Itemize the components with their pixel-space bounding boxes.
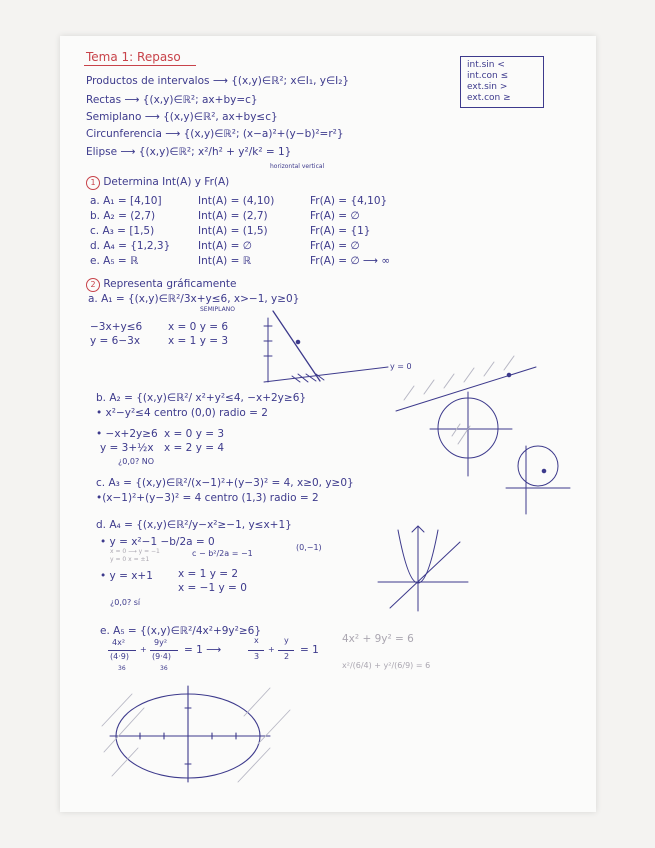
ex2a-table-row: x = 1 y = 3 bbox=[168, 335, 229, 347]
ex1-row-label: b. A₂ = (2,7) bbox=[90, 210, 156, 222]
ex2d-table-row: x = 1 y = 2 bbox=[178, 568, 239, 580]
ex2b-table-row: x = 0 y = 3 bbox=[164, 428, 225, 440]
ex2d-line1: • y = x²−1 −b/2a = 0 bbox=[100, 536, 215, 548]
ex2e-pencil-line1: 4x² + 9y² = 6 bbox=[342, 633, 414, 645]
ex2e-res2-num: y bbox=[284, 636, 289, 645]
graph-2d bbox=[378, 526, 468, 611]
hand-drawn-graphs bbox=[60, 36, 596, 812]
ex1-row-label: d. A₄ = {1,2,3} bbox=[90, 240, 171, 252]
graph-2e bbox=[102, 686, 290, 782]
ex2a-table-row: x = 0 y = 6 bbox=[168, 321, 229, 333]
exercise-number-2-icon: 2 bbox=[86, 278, 100, 292]
ex2a-eq2: y = 6−3x bbox=[90, 335, 141, 347]
ex2e-frac2-den: (9·4) bbox=[152, 652, 171, 661]
ex2e-definition: e. A₅ = {(x,y)∈ℝ²/4x²+9y²≥6} bbox=[100, 625, 262, 637]
ex2d-line4: • y = x+1 bbox=[100, 570, 153, 582]
ex2d-note-a: x = 0 ⟶ y = −1 bbox=[110, 548, 160, 555]
ex1-row-int: Int(A) = ℝ bbox=[198, 255, 252, 267]
definition-lines: Rectas ⟶ {(x,y)∈ℝ²; ax+by=c} bbox=[86, 94, 258, 106]
legend-item: int.sin < bbox=[467, 60, 505, 70]
ex1-row-int: Int(A) = (4,10) bbox=[198, 195, 275, 207]
ex1-row-fr: Fr(A) = {1} bbox=[310, 225, 371, 237]
ex2e-res2-den: 2 bbox=[284, 652, 290, 661]
ex2b-table-row: x = 2 y = 4 bbox=[164, 442, 225, 454]
ex1-row-label: a. A₁ = [4,10] bbox=[90, 195, 162, 207]
exercise-2-title: 2 Representa gráficamente bbox=[86, 278, 236, 292]
exercise-number-1-icon: 1 bbox=[86, 176, 100, 190]
definition-intervals: Productos de intervalos ⟶ {(x,y)∈ℝ²; x∈I₁, y∈I₂} bbox=[86, 75, 350, 87]
ex2d-note-b: y = 0 x = ±1 bbox=[110, 556, 150, 563]
ex2c-definition: c. A₃ = {(x,y)∈ℝ²/(x−1)²+(y−3)² = 4, x≥0, y≥0} bbox=[96, 477, 354, 489]
ex2d-table-row: x = −1 y = 0 bbox=[178, 582, 247, 594]
graph-2c bbox=[506, 446, 570, 514]
ex2b-line2: • −x+2y≥6 bbox=[96, 428, 158, 440]
ex2a-definition: a. A₁ = {(x,y)∈ℝ²/3x+y≤6, x>−1, y≥0} bbox=[88, 293, 300, 305]
ex2e-rhs: = 1 ⟶ bbox=[184, 644, 222, 656]
legend-item: ext.sin > bbox=[467, 82, 508, 92]
ex2e-pencil-line2: x²/(6/4) + y²/(6/9) = 6 bbox=[342, 661, 431, 670]
ex2e-res1-num: x bbox=[254, 636, 259, 645]
ex1-row-fr: Fr(A) = ∅ bbox=[310, 240, 360, 252]
page-title: Tema 1: Repaso bbox=[86, 50, 181, 64]
ex2b-line1: • x²−y²≤4 centro (0,0) radio = 2 bbox=[96, 407, 268, 419]
ex1-row-fr: Fr(A) = {4,10} bbox=[310, 195, 388, 207]
graph-2a bbox=[264, 311, 388, 382]
ex2d-question: ¿0,0? sí bbox=[110, 598, 141, 607]
legend-item: ext.con ≥ bbox=[467, 93, 511, 103]
ex2e-frac2-num: 9y² bbox=[154, 638, 168, 647]
ex2d-vertex: (0,−1) bbox=[296, 543, 322, 552]
ellipse-subscript: horizontal vertical bbox=[270, 163, 325, 170]
ex2a-note: SEMIPLANO bbox=[200, 306, 235, 313]
ex1-row-fr: Fr(A) = ∅ bbox=[310, 210, 360, 222]
graph-2b bbox=[396, 356, 536, 476]
ex2e-den-value: 36 bbox=[118, 665, 126, 672]
exercise-1-title: 1 Determina Int(A) y Fr(A) bbox=[86, 176, 229, 190]
ex1-row-int: Int(A) = (2,7) bbox=[198, 210, 268, 222]
ex2e-plus: + bbox=[140, 645, 147, 654]
ex2a-axis-label: y = 0 bbox=[390, 362, 412, 371]
ex2e-den-value: 36 bbox=[160, 665, 168, 672]
definition-ellipse: Elipse ⟶ {(x,y)∈ℝ²; x²/h² + y²/k² = 1} bbox=[86, 146, 292, 158]
ex2e-frac1-num: 4x² bbox=[112, 638, 126, 647]
definition-halfplane: Semiplano ⟶ {(x,y)∈ℝ², ax+by≤c} bbox=[86, 111, 278, 123]
ex2d-line2: c − b²/2a = −1 bbox=[192, 549, 253, 558]
ex2b-definition: b. A₂ = {(x,y)∈ℝ²/ x²+y²≤4, −x+2y≥6} bbox=[96, 392, 307, 404]
ex1-row-int: Int(A) = (1,5) bbox=[198, 225, 268, 237]
ex2d-definition: d. A₄ = {(x,y)∈ℝ²/y−x²≥−1, y≤x+1} bbox=[96, 519, 292, 531]
ex1-row-fr: Fr(A) = ∅ ⟶ ∞ bbox=[310, 255, 391, 267]
ex1-row-label: e. A₅ = ℝ bbox=[90, 255, 139, 267]
legend-item: int.con ≤ bbox=[467, 71, 509, 81]
ex2c-line1: •(x−1)²+(y−3)² = 4 centro (1,3) radio = 2 bbox=[96, 492, 319, 504]
ex2e-frac1-den: (4·9) bbox=[110, 652, 129, 661]
notebook-page bbox=[60, 36, 596, 812]
ex1-row-label: c. A₃ = [1,5) bbox=[90, 225, 155, 237]
ex2b-question: ¿0,0? NO bbox=[118, 457, 155, 466]
ex2e-res-rhs: = 1 bbox=[300, 644, 319, 656]
ex1-row-int: Int(A) = ∅ bbox=[198, 240, 252, 252]
definition-circle: Circunferencia ⟶ {(x,y)∈ℝ²; (x−a)²+(y−b)²=r²} bbox=[86, 128, 344, 140]
ex2b-line3: y = 3+½x bbox=[100, 442, 154, 454]
ex2e-res1-den: 3 bbox=[254, 652, 260, 661]
ex2e-plus: + bbox=[268, 645, 275, 654]
ex2a-eq1: −3x+y≤6 bbox=[90, 321, 143, 333]
